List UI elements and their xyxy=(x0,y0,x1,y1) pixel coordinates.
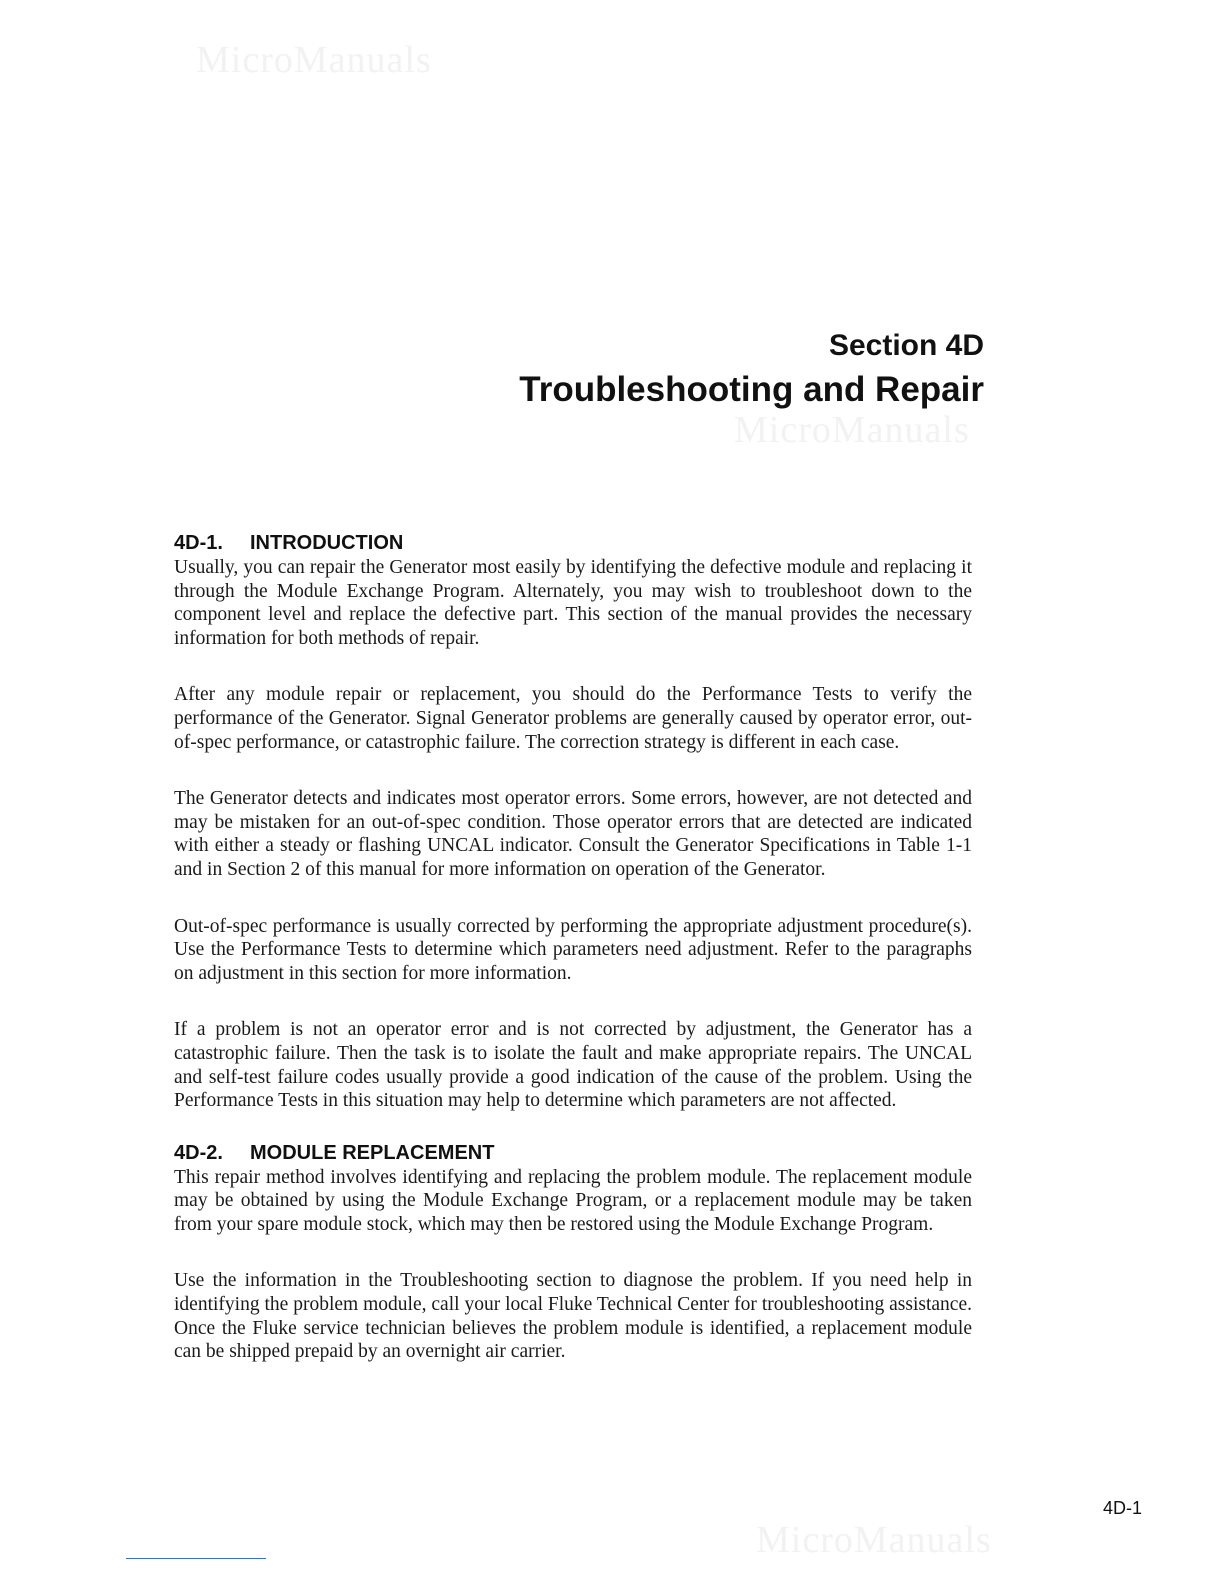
watermark-top: MicroManuals xyxy=(196,39,432,81)
paragraph: After any module repair or replacement, you should do the Performance Tests to verify the performance of the Generator. Signal Generator problems are generally caused by operator error, out-of-spec performance, or catastrophic failure. The correction strategy is different in each case. xyxy=(174,684,972,753)
section-label: Section 4D xyxy=(828,329,984,362)
heading-title: INTRODUCTION xyxy=(250,532,404,554)
heading-number: 4D-1. xyxy=(174,532,223,554)
paragraph: Use the information in the Troubleshooting section to diagnose the problem. If you need help in identifying the problem module, call your local Fluke Technical Center for troubleshooting assistance. Once the Fluke service technician believes the problem module is identified, a replacement module can be shipped prepaid by an overnight air carrier. xyxy=(174,1270,972,1363)
watermark-bottom: MicroManuals xyxy=(756,1519,992,1561)
page-title: Troubleshooting and Repair xyxy=(519,370,984,409)
heading-title: MODULE REPLACEMENT xyxy=(250,1141,495,1164)
heading-introduction xyxy=(174,530,972,556)
paragraph: If a problem is not an operator error and is not corrected by adjustment, the Generator has a catastrophic failure. Then the task is to isolate the fault and make appropriate repairs. The UNCAL and self-test failure codes usually provide a good indication of the cause of the problem. Using the Performance Tests in this situation may help to determine which parameters are not affected. xyxy=(174,1019,972,1112)
watermark-middle: MicroManuals xyxy=(734,409,970,451)
page-number: 4D-1 xyxy=(1102,1498,1142,1518)
document-body xyxy=(174,530,972,1397)
heading-number: 4D-2. xyxy=(174,1141,223,1164)
paragraph: Out-of-spec performance is usually corrected by performing the appropriate adjustment procedure(s). Use the Performance Tests to determine which parameters need adjustment. Refer to the paragraphs on adjustment in this section for more information. xyxy=(174,915,972,984)
footer-divider xyxy=(126,1558,266,1559)
heading-module-replacement xyxy=(174,1140,972,1166)
paragraph: The Generator detects and indicates most operator errors. Some errors, however, are not detected and may be mistaken for an out-of-spec condition. Those operator errors that are detected are indicated with either a steady or flashing UNCAL indicator. Consult the Generator Specifications in Table 1-1 and in Section 2 of this manual for more information on operation of the Generator. xyxy=(174,788,972,880)
paragraph: This repair method involves identifying and replacing the problem module. The replacement module may be obtained by using the Module Exchange Program, or a replacement module may be taken from your spare module stock, which may then be restored using the Module Exchange Program. xyxy=(174,1166,972,1235)
section-header xyxy=(519,326,984,414)
paragraph: Usually, you can repair the Generator most easily by identifying the defective module and replacing it through the Module Exchange Program. Alternately, you may wish to troubleshoot down to the component level and replace the defective part. This section of the manual provides the necessary information for both methods of repair. xyxy=(174,557,972,649)
